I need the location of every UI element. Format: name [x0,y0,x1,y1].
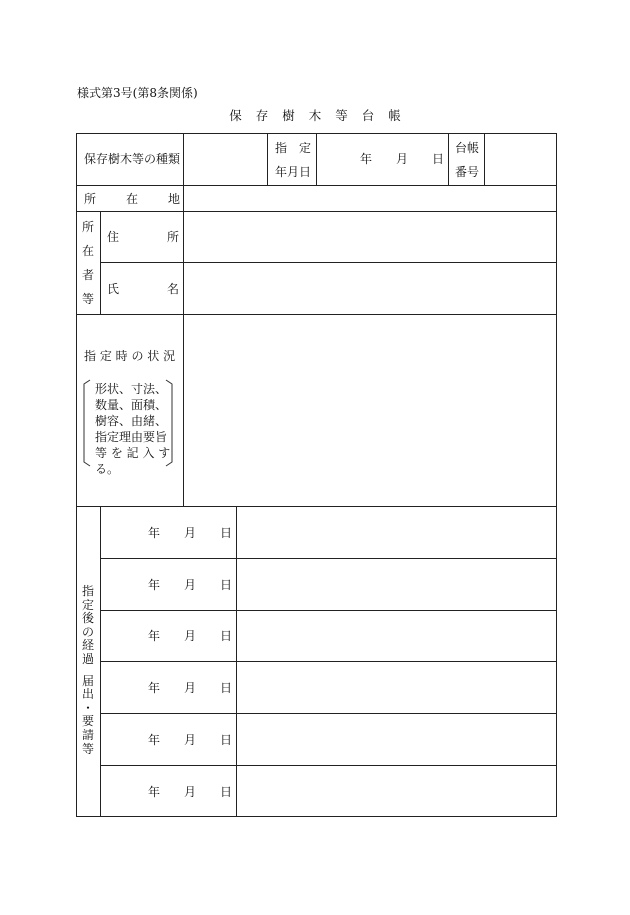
status-note-line: 指定理由要旨 [95,430,168,444]
history-vertical-char: 過 [81,652,94,666]
address-label-c1: 住 [107,230,120,244]
history-vertical-char: 経 [81,638,94,653]
owner-vertical-c2: 在 [81,244,94,258]
status-note-line: 数量、面積、 [95,398,168,412]
history-vertical-char: 要 [81,714,94,729]
owner-vertical-c4: 等 [81,292,94,306]
history-date-day: 日 [220,732,233,747]
history-vertical-char: 後 [81,611,94,626]
title-char: 台 [361,108,375,123]
history-vertical-char: 届 [81,673,94,688]
location-label-c1: 所 [84,192,97,206]
title-char: 保 [229,108,242,123]
location-label-c2: 在 [126,192,139,206]
status-note-line: る。 [95,462,120,476]
status-note [95,381,170,477]
title-char: 等 [335,108,348,123]
history-date-month: 月 [184,629,197,644]
history-date-month: 月 [184,526,197,540]
status-note-line: 形状、寸法、 [95,382,168,396]
designation-month: 月 [396,152,409,166]
history-date-year: 年 [148,577,161,592]
history-vertical-char: 指 [81,584,94,598]
designation-date-label-top: 指 定 [275,141,312,155]
tree-type-label: 保存樹木等の種類 [84,152,181,166]
history-date-month: 月 [184,784,197,799]
history-date-year: 年 [148,732,161,747]
history-date-year: 年 [148,681,161,696]
ledger-number-label-bottom: 番号 [455,165,480,179]
designation-year: 年 [360,152,373,166]
designation-day: 日 [432,152,445,166]
history-vertical-char: 出 [81,687,94,702]
history-date-day: 日 [220,784,233,799]
address-label-c2: 所 [167,230,180,244]
owner-vertical-c3: 者 [81,268,94,282]
status-note-line: 樹容、由緒、 [95,414,168,428]
history-vertical-char: 等 [81,741,94,756]
location-label-c3: 地 [168,192,181,206]
designation-date-label-bottom: 年月日 [275,165,312,179]
history-vertical-char: 請 [81,728,94,742]
title-char: 存 [255,108,269,123]
ledger-number-label-top: 台帳 [455,141,480,155]
title-char: 帳 [388,108,401,123]
history-date-day: 日 [220,681,233,696]
status-note-line: 等 を 記 入 す [95,446,171,460]
history-vertical-char: 定 [81,597,94,612]
owner-vertical-c1: 所 [81,220,94,234]
history-date-month: 月 [184,577,197,592]
history-date-year: 年 [148,784,161,799]
history-date-year: 年 [148,629,161,644]
history-date-day: 日 [220,577,233,592]
title-char: 木 [308,108,322,123]
form-number-label: 様式第3号(第8条関係) [77,86,198,100]
history-date-day: 日 [220,526,233,540]
name-label-c1: 氏 [107,282,120,296]
history-vertical-char: の [81,624,94,639]
history-date-month: 月 [184,681,197,696]
title-char: 樹 [282,108,295,123]
history-vertical-char: ・ [81,700,94,715]
document-title [0,109,630,123]
history-date-month: 月 [184,732,197,747]
history-date-year: 年 [148,526,161,540]
status-at-designation-label: 指 定 時 の 状 況 [84,349,176,363]
name-label-c2: 名 [167,282,180,296]
history-date-day: 日 [220,629,233,644]
